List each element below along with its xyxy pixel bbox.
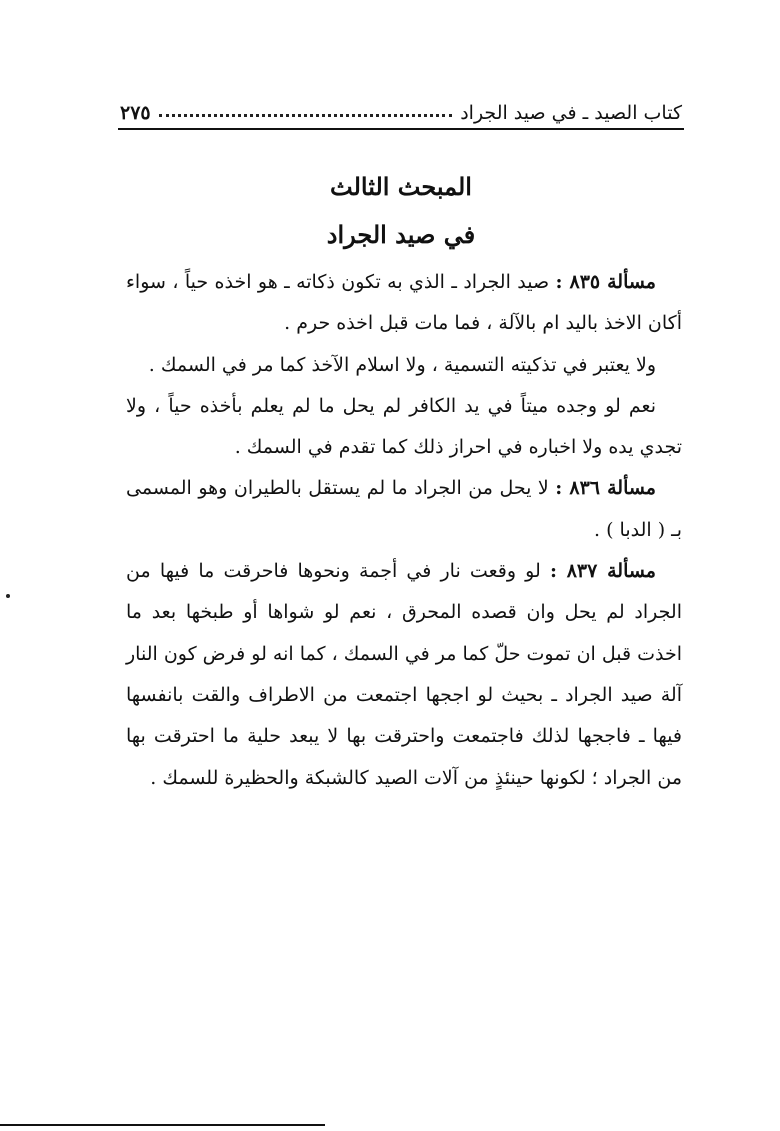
running-header bbox=[120, 84, 682, 124]
paragraph-text: لو وقعت نار في أجمة ونحوها فاحرقت ما فيها من الجراد لم يحل وان قصده المحرق ، نعم لو شواها أو طبخها بعد ما اخذت قبل ان تموت حلّ كما مر في السمك ، كما انه لو فرض كون النار آلة صيد الجراد ـ بحيث لو اججها اجتمعت من الاطراف والقت بانفسها فيها ـ فاججها لذلك فاجتمعت واحترقت بها لا يبعد حلية ما احترقت بها من الجراد ؛ لكونها حينئذٍ من آلات الصيد كالشبكة والحظيرة للسمك . bbox=[126, 560, 682, 789]
body-text bbox=[126, 262, 682, 799]
section-heading: المبحث الثالث bbox=[330, 172, 472, 201]
paragraph bbox=[126, 345, 682, 386]
section-subheading: في صيد الجراد bbox=[326, 220, 476, 249]
paragraph-text: ولا يعتبر في تذكيته التسمية ، ولا اسلام الآخذ كما مر في السمك . bbox=[148, 353, 656, 376]
masala-label: مسألة ٨٣٥ : bbox=[555, 271, 656, 293]
paragraph-text: صيد الجراد ـ الذي به تكون ذكاته ـ هو اخذه حياً ، سواء أكان الاخذ باليد ام بالآلة ، فما مات قبل اخذه حرم . bbox=[126, 271, 682, 335]
scan-speck bbox=[6, 594, 10, 598]
paragraph-masala-836 bbox=[126, 468, 682, 551]
paragraph-text: نعم لو وجده ميتاً في يد الكافر لم يحل ما لم يعلم بأخذه حياً ، ولا تجدي يده ولا اخباره في احراز ذلك كما تقدم في السمك . bbox=[126, 394, 682, 459]
footer-rule bbox=[0, 1124, 325, 1126]
masala-label: مسألة ٨٣٦ : bbox=[555, 477, 656, 500]
page-number: ٢٧٥ bbox=[120, 102, 151, 124]
paragraph-text: لا يحل من الجراد ما لم يستقل بالطيران وهو المسمى بـ ( الدبا ) . bbox=[126, 477, 682, 541]
paragraph bbox=[126, 386, 682, 469]
running-title: كتاب الصيد ـ في صيد الجراد bbox=[460, 102, 682, 124]
leader-dots bbox=[159, 114, 453, 117]
masala-label: مسألة ٨٣٧ : bbox=[549, 560, 656, 583]
header-rule bbox=[118, 128, 684, 130]
paragraph-masala-835 bbox=[126, 262, 682, 345]
paragraph-masala-837 bbox=[126, 551, 682, 799]
